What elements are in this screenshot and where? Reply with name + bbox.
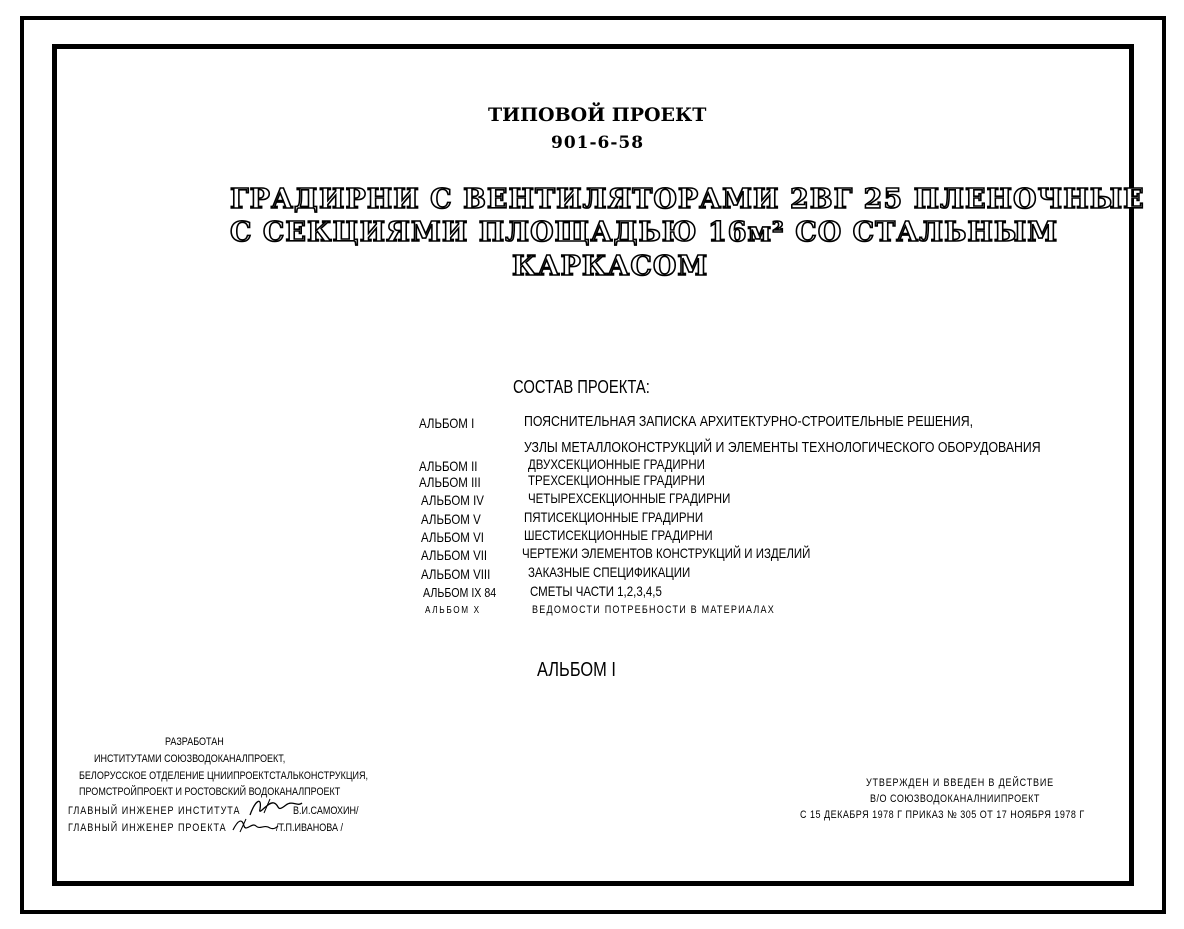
composition-heading: СОСТАВ ПРОЕКТА: (513, 377, 650, 397)
album-label: АЛЬБОМ VI (421, 529, 484, 545)
album-label: АЛЬБОМ IV (421, 492, 484, 508)
album-description: ЧЕРТЕЖИ ЭЛЕМЕНТОВ КОНСТРУКЦИЙ И ИЗДЕЛИЙ (522, 545, 811, 561)
chief-institute-name: В.И.САМОХИН/ (293, 805, 359, 817)
type-project-label: ТИПОВОЙ ПРОЕКТ (488, 104, 707, 126)
album-description: ТРЕХСЕКЦИОННЫЕ ГРАДИРНИ (528, 472, 705, 488)
album-label: АЛЬБОМ VIII (421, 566, 491, 582)
album-label: АЛЬБОМ II (419, 458, 478, 474)
developed-line-1: ИНСТИТУТАМИ СОЮЗВОДОКАНАЛПРОЕКТ, (94, 753, 286, 765)
developed-heading: РАЗРАБОТАН (165, 736, 224, 748)
album-label: АЛЬБОМ III (419, 474, 481, 490)
developed-line-3: ПРОМСТРОЙПРОЕКТ И РОСТОВСКИЙ ВОДОКАНАЛПРОЕКТ (79, 786, 341, 798)
album-description: ШЕСТИСЕКЦИОННЫЕ ГРАДИРНИ (524, 527, 713, 543)
album-label: АЛЬБОМ VII (421, 547, 488, 563)
album-label: АЛЬБОМ X (425, 605, 481, 616)
album-label: АЛЬБОМ I (419, 415, 475, 431)
album-description: ДВУХСЕКЦИОННЫЕ ГРАДИРНИ (528, 456, 705, 472)
chief-project-role: ГЛАВНЫЙ ИНЖЕНЕР ПРОЕКТА (68, 822, 227, 834)
album-label: АЛЬБОМ IX 84 (423, 585, 497, 600)
title-line-1: ГРАДИРНИ С ВЕНТИЛЯТОРАМИ 2ВГ 25 ПЛЕНОЧНЫЕ (230, 184, 1145, 215)
album-description: ЧЕТЫРЕХСЕКЦИОННЫЕ ГРАДИРНИ (528, 490, 731, 506)
album-description: ВЕДОМОСТИ ПОТРЕБНОСТИ В МАТЕРИАЛАХ (532, 604, 775, 616)
project-number: 901-6-58 (551, 133, 645, 153)
album-description: ПОЯСНИТЕЛЬНАЯ ЗАПИСКА АРХИТЕКТУРНО-СТРОИТЕЛЬНЫЕ РЕШЕНИЯ, (524, 413, 974, 430)
developed-line-2: БЕЛОРУССКОЕ ОТДЕЛЕНИЕ ЦНИИПРОЕКТСТАЛЬКОНСТРУКЦИЯ, (79, 770, 369, 782)
approval-line-3: С 15 ДЕКАБРЯ 1978 Г ПРИКАЗ № 305 ОТ 17 НОЯБРЯ 1978 Г (800, 809, 1085, 821)
album-description: ЗАКАЗНЫЕ СПЕЦИФИКАЦИИ (528, 564, 691, 580)
album-description: СМЕТЫ ЧАСТИ 1,2,3,4,5 (530, 583, 662, 599)
approval-line-2: В/О СОЮЗВОДОКАНАЛНИИПРОЕКТ (870, 793, 1040, 805)
album-description: ПЯТИСЕКЦИОННЫЕ ГРАДИРНИ (524, 509, 704, 525)
chief-institute-role: ГЛАВНЫЙ ИНЖЕНЕР ИНСТИТУТА (68, 805, 241, 817)
chief-project-name: /Т.П.ИВАНОВА / (276, 822, 344, 834)
signature-chief-project (230, 814, 280, 836)
approval-line-1: УТВЕРЖДЕН И ВВЕДЕН В ДЕЙСТВИЕ (866, 777, 1054, 789)
current-album: АЛЬБОМ I (537, 659, 616, 681)
album-description: УЗЛЫ МЕТАЛЛОКОНСТРУКЦИЙ И ЭЛЕМЕНТЫ ТЕХНОЛОГИЧЕСКОГО ОБОРУДОВАНИЯ (524, 439, 1041, 456)
title-line-3: КАРКАСОМ (512, 251, 709, 282)
title-line-2: С СЕКЦИЯМИ ПЛОЩАДЬЮ 16м² СО СТАЛЬНЫМ (230, 217, 1059, 248)
album-label: АЛЬБОМ V (421, 511, 481, 527)
